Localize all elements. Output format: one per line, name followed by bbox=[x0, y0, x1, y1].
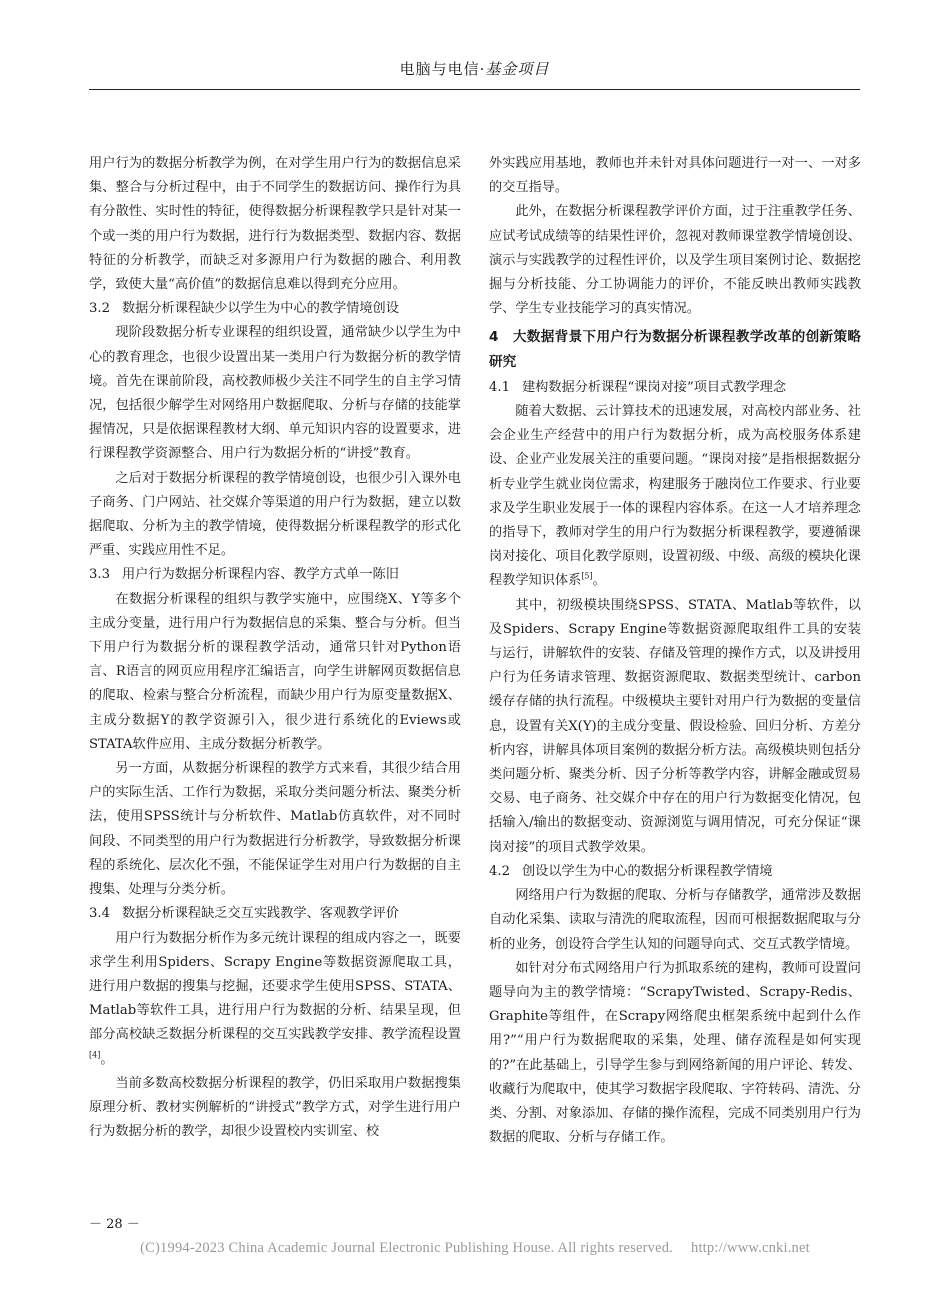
running-header bbox=[89, 58, 860, 88]
paragraph: 网络用户行为数据的爬取、分析与存储教学，通常涉及数据自动化采集、读取与清洗的爬取流程，因而可根据数据爬取与分析的业务，创设符合学生认知的问题导向式、交互式教学情境。 bbox=[489, 888, 861, 952]
paragraph: 其中，初级模块围绕SPSS、STATA、Matlab等软件，以及Spiders、Scrapy Engine等数据资源爬取组件工具的安装与运行，讲解软件的安装、存储及管理的操作方式，以及讲授用户行为任务请求管理、数据资源爬取、数据类型统计、carbon缓存存储的执行流程。中级模块主要针对用户行为数据的变量信息，设置有关X(Y)的主成分变量、假设检验、回归分析、方差分析内容，讲解具体项目案例的数据分析方法。高级模块则包括分类问题分析、聚类分析、因子分析等教学内容，讲解金融或贸易交易、电子商务、社交媒介中存在的用户行为数据变化情况，包括输入/输出的数据变动、资源浏览与调用情况，可充分保证“课岗对接”的项目式教学效果。 bbox=[489, 597, 861, 855]
copyright-footer bbox=[0, 1240, 950, 1257]
paragraph: 用户行为的数据分析教学为例，在对学生用户行为的数据信息采集、整合与分析过程中，由于不同学生的数据访问、操作行为具有分散性、实时性的特征，使得数据分析课程教学只是针对某一个或一类的用户行为数据，进行行为数据类型、数据内容、数据特征的分析教学，而缺乏对多源用户行为数据的融合、利用教学，致使大量“高价值”的数据信息难以得到充分应用。 bbox=[89, 156, 461, 293]
copyright-text: (C)1994-2023 China Academic Journal Electronic Publishing House. All rights reserved. bbox=[140, 1240, 673, 1256]
paragraph: 当前多数高校数据分析课程的教学，仍旧采取用户数据搜集原理分析、教材实例解析的“讲授式”教学方式，对学生进行用户行为数据分析的教学，却很少设置校内实训室、校 bbox=[89, 1075, 461, 1140]
paragraph: 随着大数据、云计算技术的迅速发展，对高校内部业务、社会企业生产经营中的用户行为数据分析，成为高校服务体系建设、企业产业发展关注的重要问题。“课岗对接”是指根据数据分析专业学生就业岗位需求，构建服务于融岗位工作要求、行业要求及学生职业发展于一体的课程内容体系。在这一人才培养理念的指导下，教师对学生的用户行为数据分析课程教学，要遵循课岗对接化、项目化教学原则，设置初级、中级、高级的模块化课程教学知识体系[5]。 bbox=[489, 404, 861, 589]
paragraph: 如针对分布式网络用户行为抓取系统的建构，教师可设置问题导向为主的教学情境：“ScrapyTwisted、Scrapy-Redis、Graphite等组件，在Scrapy网络爬虫框架系统中起到什么作用?”“用户行为数据爬取的采集，处理、储存流程是如何实现的?”在此基础上，引导学生参与到网络新闻的用户评论、转发、收藏行为爬取中，使其学习数据字段爬取、字符转码、清洗、分类、分割、对象添加、存储的操作流程，完成不同类别用户行为数据的爬取、分析与存储工作。 bbox=[489, 960, 861, 1146]
section-heading-3-3: 3.3 用户行为数据分析课程内容、教学方式单一陈旧 bbox=[89, 567, 399, 583]
paragraph: 在数据分析课程的组织与教学实施中，应围绕X、Y等多个主成分变量，进行用户行为数据信息的采集、整合与分析。但当下用户行为数据分析的课程教学活动，通常只针对Python语言、R语言的网页应用程序汇编语言，向学生讲解网页数据信息的爬取、检索与整合分析流程，而缺少用户行为原变量数据X、主成分数据Y的教学资源引入，很少进行系统化的Eviews或STATA软件应用、主成分数据分析教学。 bbox=[89, 591, 461, 752]
left-column bbox=[89, 152, 461, 1144]
section-name: 基金项目 bbox=[485, 60, 550, 78]
citation-ref[interactable]: [4] bbox=[89, 1050, 101, 1060]
right-column bbox=[489, 152, 861, 1150]
paragraph: 此外，在数据分析课程教学评价方面，过于注重教学任务、应试考试成绩等的结果性评价，忽视对教师课堂教学情境创设、演示与实践教学的过程性评价，以及学生项目案例讨论、数据挖掘与分析技能、分工协调能力的评价，不能反映出教师实践教学、学生专业技能学习的真实情况。 bbox=[489, 204, 861, 317]
section-heading-3-4: 3.4 数据分析课程缺乏交互实践教学、客观教学评价 bbox=[89, 906, 399, 922]
section-heading-3-2: 3.2 数据分析课程缺少以学生为中心的教学情境创设 bbox=[89, 301, 399, 317]
citation-ref[interactable]: [5] bbox=[581, 572, 593, 582]
paragraph: 之后对于数据分析课程的教学情境创设，也很少引入课外电子商务、门户网站、社交媒介等渠道的用户行为数据，建立以数据爬取、分析为主的教学情境，使得数据分析课程教学的形式化严重、实践应用性不足。 bbox=[89, 470, 461, 559]
section-heading-4-2: 4.2 创设以学生为中心的数据分析课程教学情境 bbox=[489, 863, 773, 879]
journal-name: 电脑与电信 bbox=[399, 60, 480, 78]
paragraph: 现阶段数据分析专业课程的组织设置，通常缺少以学生为中心的教育理念，也很少设置出某一类用户行为数据分析的教学情境。首先在课前阶段，高校教师极少关注不同学生的自主学习情况，包括很少解学生对网络用户数据爬取、分析与存储的技能掌握情况，只是依据课程教材大纲、单元知识内容的设置要求，进行课程教学资源整合、用户行为数据分析的“讲授”教育。 bbox=[89, 325, 461, 462]
header-separator: · bbox=[479, 60, 486, 78]
paragraph: 用户行为数据分析作为多元统计课程的组成内容之一，既要求学生利用Spiders、Scrapy Engine等数据资源爬取工具，进行用户数据的搜集与挖掘，还要求学生使用SPSS、STATA、Matlab等软件工具，进行用户行为数据的分析、结果呈现，但部分高校缺乏数据分析课程的交互实践教学安排、教学流程设置[4]。 bbox=[89, 930, 461, 1067]
paragraph: 另一方面，从数据分析课程的教学方式来看，其很少结合用户的实际生活、工作行为数据，采取分类问题分析法、聚类分析法，使用SPSS统计与分析软件、Matlab仿真软件，对不同时间段、不同类型的用户行为数据进行分析教学，导致数据分析课程的系统化、层次化不强，不能保证学生对用户行为数据的自主搜集、处理与分类分析。 bbox=[89, 761, 461, 898]
footer-url[interactable]: http://www.cnki.net bbox=[691, 1240, 810, 1256]
page-number: － 28 － bbox=[89, 1217, 140, 1232]
paragraph: 外实践应用基地，教师也并未针对具体问题进行一对一、一对多的交互指导。 bbox=[489, 156, 861, 196]
header-rule bbox=[89, 89, 860, 90]
section-heading-4: 4 大数据背景下用户行为数据分析课程教学改革的创新策略研究 bbox=[489, 329, 861, 370]
section-heading-4-1: 4.1 建构数据分析课程“课岗对接”项目式教学理念 bbox=[489, 379, 787, 395]
